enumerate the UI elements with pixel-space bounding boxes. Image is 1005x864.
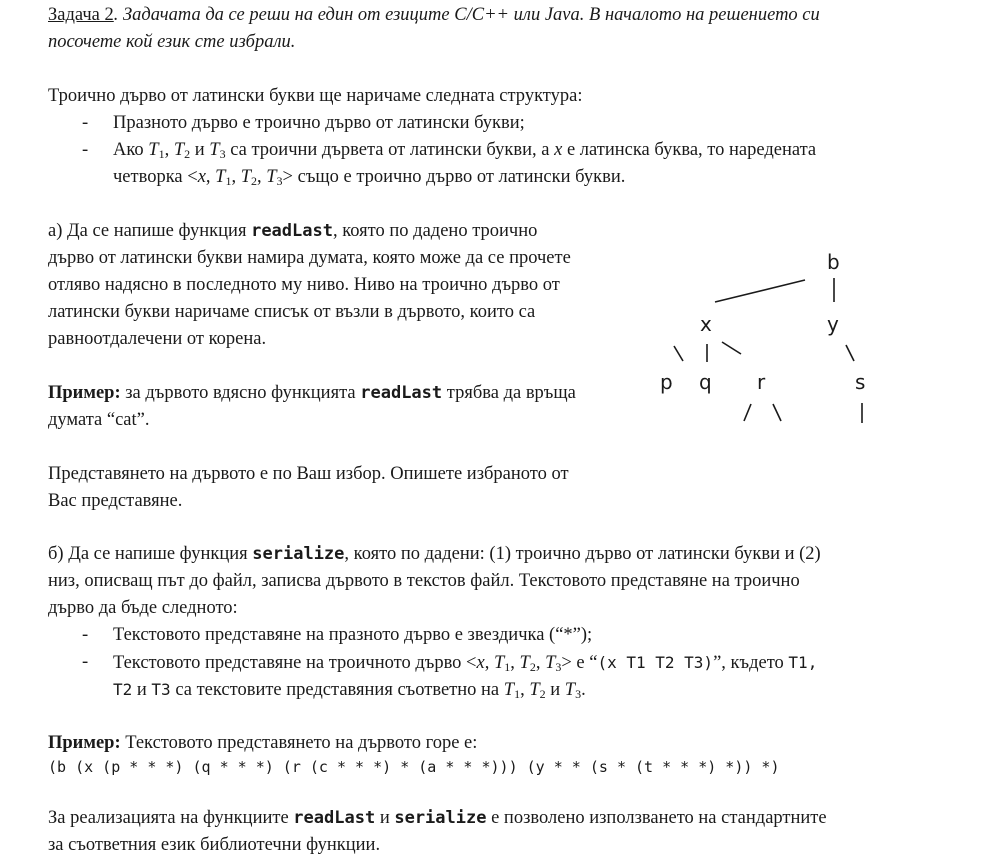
list-dash: - xyxy=(82,113,89,133)
tree-edge-r-c xyxy=(744,404,751,421)
definition-item-2-cont: четворка <x, $T_1$, $T_2$, $T_3>$ също е троично дърво от латински букви. xyxy=(113,167,626,188)
part-a-line4: латински букви наричаме списък от възли в дървото, които са xyxy=(48,302,536,322)
task-header-line2: посочете кой език сте избрали. xyxy=(48,32,296,52)
tree-edge-y-s xyxy=(846,345,854,361)
definition-item-1: Празното дърво е троично дърво от латински букви; xyxy=(113,113,525,133)
part-b-line2: низ, описващ път до файл, записва дървото в текстов файл. Текстовото представяне на троично xyxy=(48,571,800,591)
example-label: Пример: xyxy=(48,733,121,753)
tree-node-p: p xyxy=(660,370,673,394)
function-name-serialize: serialize xyxy=(252,544,345,564)
representation-line2: Вас представяне. xyxy=(48,491,183,511)
part-b-line3: дърво да бъде следното: xyxy=(48,598,238,618)
definition-item-2: Ако $T_1$, $T_2$ и $T_3$ са троични дървета от латински букви, а x е латинска буква, то наредената xyxy=(113,140,817,161)
footer-line2: за съответния език библиотечни функции. xyxy=(48,835,381,855)
tree-diagram xyxy=(640,240,900,440)
footer-line1: За реализацията на функциите readLast и serialize е позволено използването на стандартните xyxy=(48,808,827,828)
task-label: Задача 2 xyxy=(48,5,114,25)
part-b-example: Пример: Текстовото представянето на дървото горе е: xyxy=(48,733,478,753)
part-a-line2: дърво от латински букви намира думата, която може да се прочете xyxy=(48,248,571,268)
representation-line1: Представянето на дървото е по Ваш избор. Опишете избраното от xyxy=(48,464,569,484)
list-dash: - xyxy=(82,625,89,645)
tree-node-s: s xyxy=(855,370,866,394)
serialize-item-2: Текстовото представяне на троичното дърво <x, $T_1$, $T_2$, $T_3> е$ “(x T1 T2 T3)”, където T1, xyxy=(113,653,818,674)
part-a-line1: а) Да се напише функция readLast, която по дадено троично xyxy=(48,221,538,241)
task-title: . Задачата да се реши на един от езиците C/C++ или Java. В началото на решението си xyxy=(113,5,820,25)
definition-intro: Троично дърво от латински букви ще наричаме следната структура: xyxy=(48,86,583,106)
task-header xyxy=(48,2,820,29)
serialize-item-2-cont: T2 и T3 са текстовите представяния съответно на $T_1$, $T_2$ и $T_3$. xyxy=(113,680,586,701)
serialize-item-1: Текстовото представяне на празното дърво е звездичка (“*”); xyxy=(113,625,593,645)
part-a-line3: отляво надясно в последното му ниво. Ниво на троично дърво от xyxy=(48,275,560,295)
function-name-readlast: readLast xyxy=(251,221,333,241)
tree-edge-x-r xyxy=(722,342,741,354)
example-serialization-code: (b (x (p * * *) (q * * *) (r (c * * *) * (a * * *))) (y * * (s * (t * * *) *)) *) xyxy=(48,758,780,776)
example-label: Пример: xyxy=(48,383,121,403)
part-b-line1: б) Да се напише функция serialize, която по дадени: (1) троично дърво от латински букви и (2) xyxy=(48,544,821,564)
tree-node-y: y xyxy=(827,312,839,336)
tree-edge-x-p xyxy=(674,346,683,361)
part-a-example-line2: думата “cat”. xyxy=(48,410,150,430)
list-dash: - xyxy=(82,652,89,672)
tree-node-r: r xyxy=(757,370,766,394)
tree-edge-b-x xyxy=(715,280,805,302)
part-a-example: Пример: за дървото вдясно функцията readLast трябва да връща xyxy=(48,383,576,403)
tree-node-x: x xyxy=(700,312,712,336)
tree-edge-r-a xyxy=(773,404,781,421)
list-dash: - xyxy=(82,140,89,160)
tree-node-q: q xyxy=(699,370,712,394)
tree-node-b: b xyxy=(827,250,840,274)
part-a-line5: равноотдалечени от корена. xyxy=(48,329,267,349)
